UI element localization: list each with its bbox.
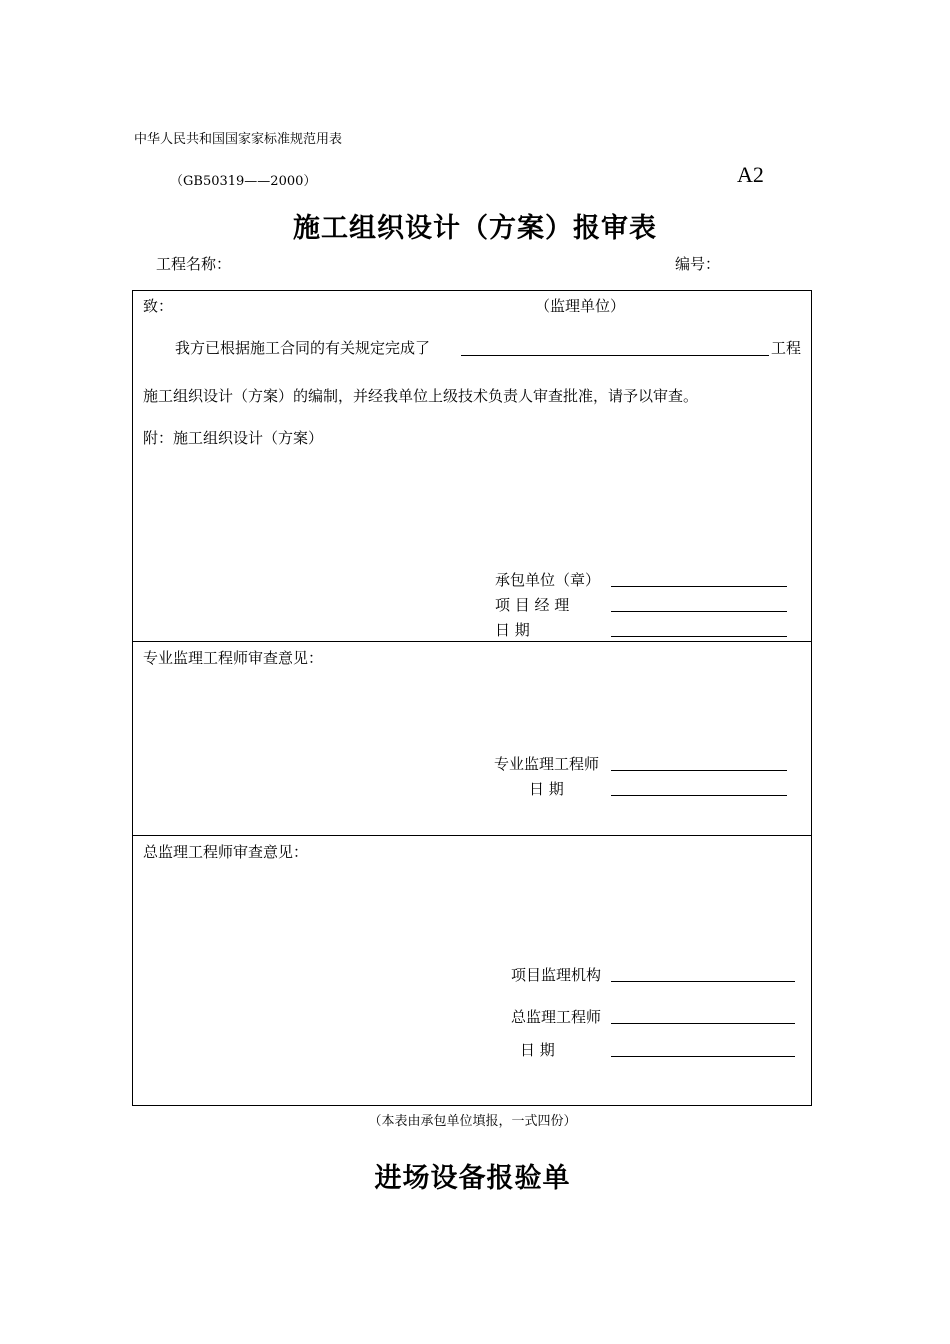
engineer-date-label: 日 期 [529,780,564,798]
date-sign-label: 日 期 [495,621,530,639]
next-form-title: 进场设备报验单 [374,1163,571,1194]
contractor-sign-line[interactable] [611,586,787,587]
section-divider [133,835,811,836]
engineer-sign-label: 专业监理工程师 [494,755,600,773]
project-name-label: 工程名称： [156,255,232,273]
to-label: 致： [143,297,174,315]
engineer-review-heading: 专业监理工程师审查意见： [143,649,324,667]
contractor-sign-label: 承包单位（章） [495,571,601,589]
chief-date-line[interactable] [611,1056,795,1057]
engineer-sign-line[interactable] [611,770,787,771]
supervisor-unit-label: （监理单位） [535,297,626,315]
form-code: A2 [737,162,764,187]
org-sign-label: 项目监理机构 [511,966,602,984]
chief-review-heading: 总监理工程师审查意见： [143,843,309,861]
statement-line1: 我方已根据施工合同的有关规定完成了 [175,339,431,357]
statement-line1-suffix: 工程 [771,339,802,357]
chief-sign-line[interactable] [611,1023,795,1024]
org-sign-line[interactable] [611,981,795,982]
engineer-date-line[interactable] [611,795,787,796]
form-title: 施工组织设计（方案）报审表 [293,213,657,244]
footer-note: （本表由承包单位填报，一式四份） [368,1114,577,1129]
number-label: 编号： [675,255,721,273]
manager-sign-label: 项 目 经 理 [495,596,570,614]
standard-code: （GB50319——2000） [170,174,317,189]
attachment-label: 附：施工组织设计（方案） [143,429,324,447]
chief-date-label: 日 期 [520,1041,555,1059]
standard-note: 中华人民共和国国家家标准规范用表 [134,132,343,147]
form-table [132,290,812,1106]
manager-sign-line[interactable] [611,611,787,612]
statement-line2: 施工组织设计（方案）的编制，并经我单位上级技术负责人审查批准，请予以审查。 [143,387,699,405]
project-blank-line[interactable] [461,355,769,356]
chief-sign-label: 总监理工程师 [511,1008,602,1026]
date-sign-line[interactable] [611,636,787,637]
section-divider [133,641,811,642]
